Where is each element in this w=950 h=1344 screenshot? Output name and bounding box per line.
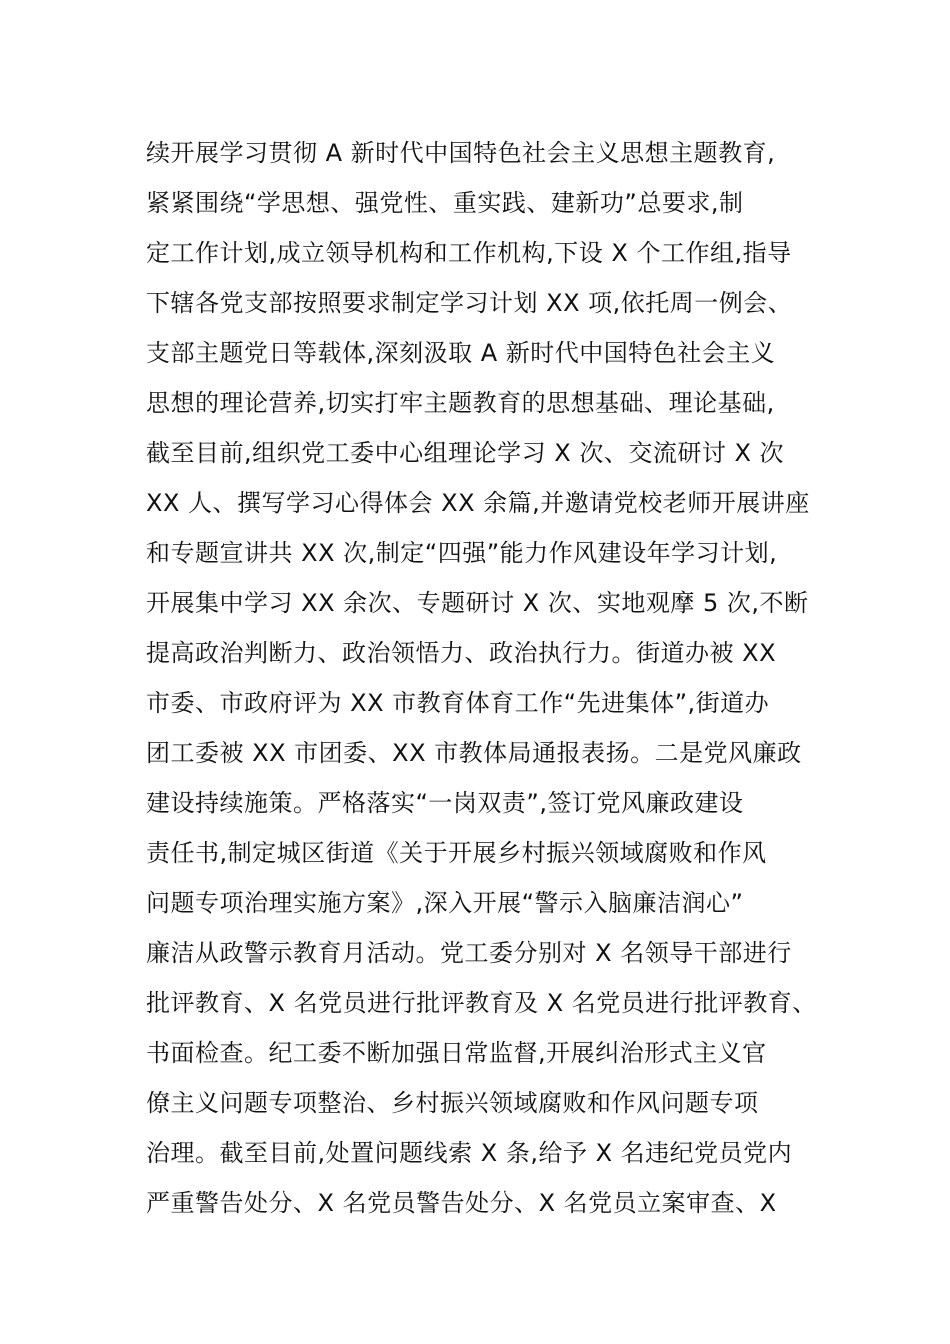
- text-line: 建设持续施策。严格落实“一岗双责”,签订党风廉政建设: [146, 789, 744, 817]
- text-line: 书面检查。纪工委不断加强日常监督,开展纠治形式主义官: [146, 1039, 767, 1067]
- text-line: 僚主义问题专项整治、乡村振兴领域腐败和作风问题专项: [146, 1089, 759, 1117]
- text-line: 开展集中学习 XX 余次、专题研讨 X 次、实地观摩 5 次,不断: [146, 589, 809, 617]
- text-line: 支部主题党日等载体,深刻汲取 A 新时代中国特色社会主义: [146, 339, 776, 367]
- text-line: 批评教育、X 名党员进行批评教育及 X 名党员进行批评教育、: [146, 989, 817, 1017]
- text-line: 紧紧围绕“学思想、强党性、重实践、建新功”总要求,制: [146, 189, 744, 217]
- text-line: 下辖各党支部按照要求制定学习计划 XX 项,依托周一例会、: [146, 289, 793, 317]
- text-line: 提高政治判断力、政治领悟力、政治执行力。街道办被 XX: [146, 639, 777, 667]
- text-line: 截至目前,组织党工委中心组理论学习 X 次、交流研讨 X 次: [146, 439, 785, 467]
- text-line: 廉洁从政警示教育月活动。党工委分别对 X 名领导干部进行: [146, 939, 792, 967]
- text-line: 和专题宣讲共 XX 次,制定“四强”能力作风建设年学习计划,: [146, 539, 778, 567]
- text-line: XX 人、撰写学习心得体会 XX 余篇,并邀请党校老师开展讲座: [146, 489, 810, 517]
- body-text: [146, 128, 826, 1228]
- text-line: 定工作计划,成立领导机构和工作机构,下设 X 个工作组,指导: [146, 239, 792, 267]
- text-line: 续开展学习贯彻 A 新时代中国特色社会主义思想主题教育,: [146, 139, 776, 167]
- text-line: 思想的理论营养,切实打牢主题教育的思想基础、理论基础,: [146, 389, 775, 417]
- text-line: 团工委被 XX 市团委、XX 市教体局通报表扬。二是党风廉政: [146, 739, 802, 767]
- text-line: 问题专项治理实施方案》,深入开展“警示入脑廉洁润心”: [146, 889, 744, 917]
- text-line: 市委、市政府评为 XX 市教育体育工作“先进集体”,街道办: [146, 689, 770, 717]
- text-line: 责任书,制定城区街道《关于开展乡村振兴领域腐败和作风: [146, 839, 767, 867]
- text-line: 严重警告处分、X 名党员警告处分、X 名党员立案审查、X: [146, 1189, 777, 1217]
- text-line: 治理。截至目前,处置问题线索 X 条,给予 X 名违纪党员党内: [146, 1139, 793, 1167]
